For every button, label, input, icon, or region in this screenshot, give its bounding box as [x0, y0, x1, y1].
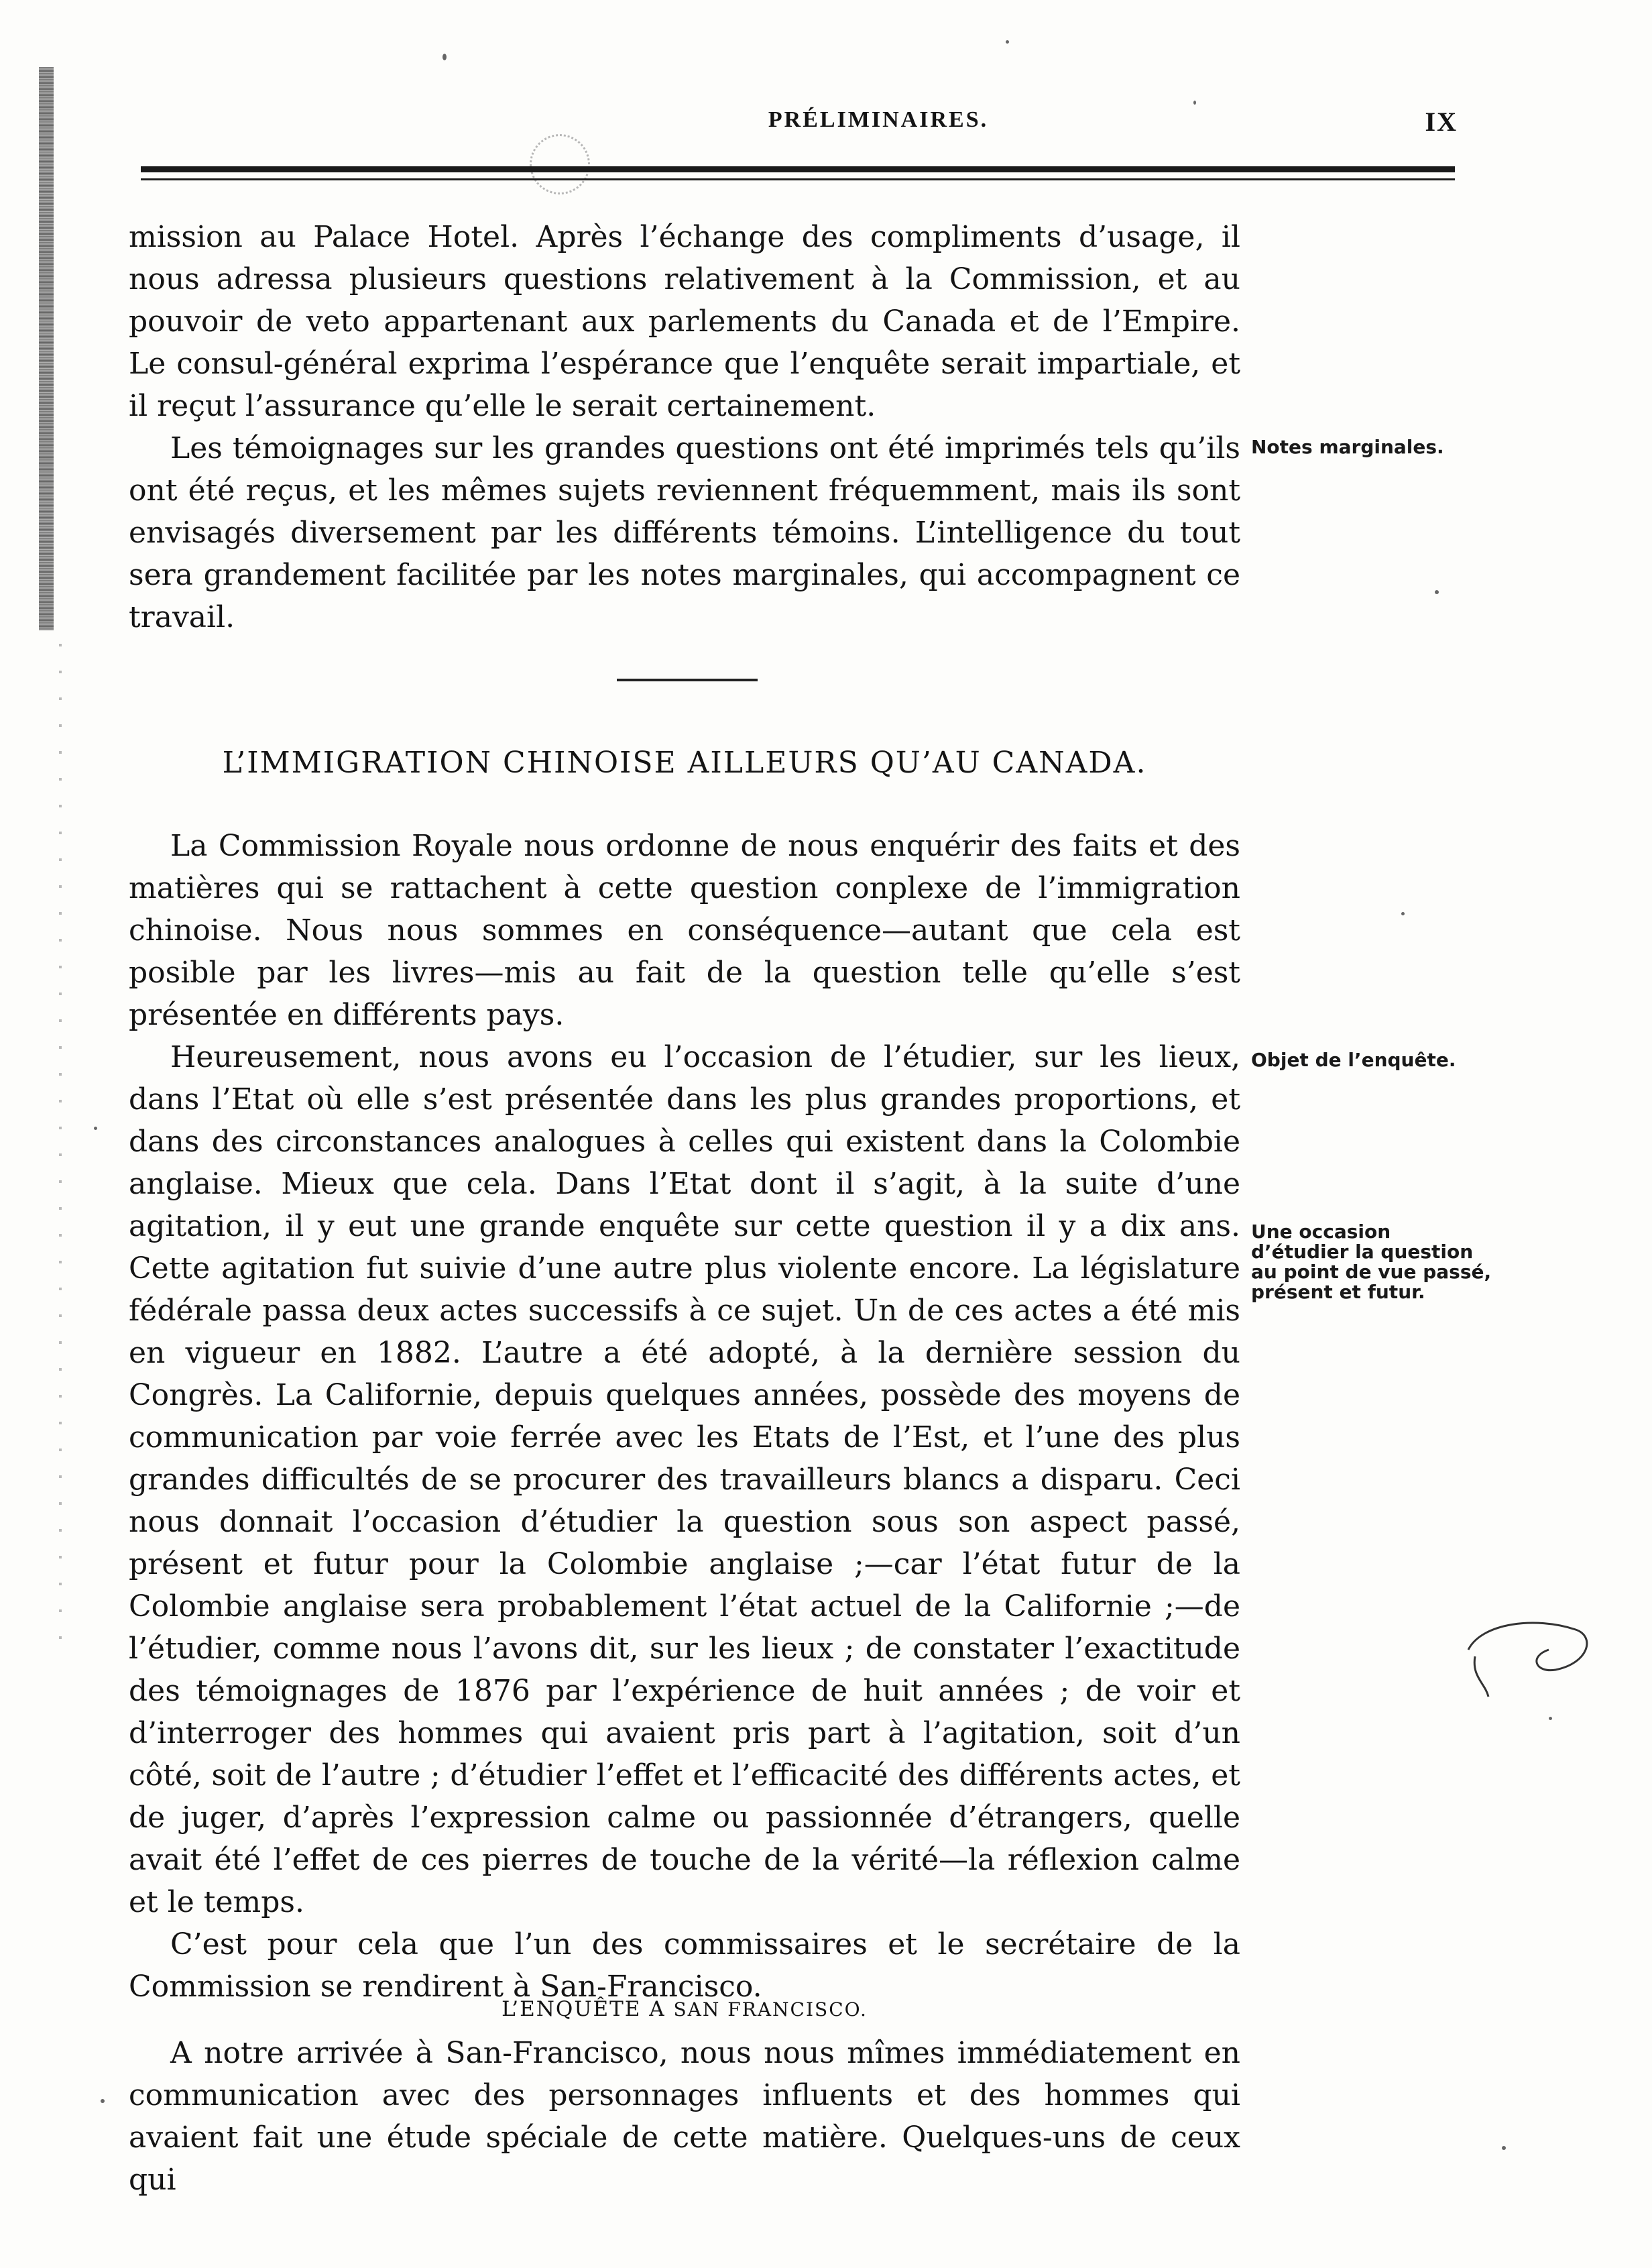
section-text: [129, 825, 1240, 2008]
binding-edge-dashes: [59, 644, 62, 1650]
header-rule: [141, 166, 1455, 172]
opening-text: [129, 216, 1240, 638]
scan-speck: [1006, 40, 1009, 44]
scan-speck: [1549, 1717, 1552, 1720]
scan-speck: [442, 54, 447, 60]
scan-speck: [1193, 101, 1196, 105]
subsection-heading-part: SAN FRANCISCO.: [673, 1998, 868, 2021]
paragraph: A notre arrivée à San-Francisco, nous nous mîmes immédiatement en communication avec des personnages influents et des hommes qui avaient fait une étude spéciale de cette matière. Quelques-uns de ceux qui: [129, 2036, 1240, 2197]
library-stamp-icon: [530, 134, 590, 194]
scan-speck: [94, 1127, 97, 1130]
paragraph: Les témoignages sur les grandes questions ont été imprimés tels qu’ils ont été reçus, et les mêmes sujets reviennent fréquemment, mais ils sont envisagés diversement par les différents témoins. L’intelligence du tout sera grandement facilitée par les notes marginales, qui accompagnent ce travail.: [129, 431, 1240, 634]
running-header: [0, 107, 1652, 141]
header-rule-thin: [141, 178, 1455, 180]
paragraph: mission au Palace Hotel. Après l’échange des compliments d’usage, il nous adressa plusieurs questions relativement à la Commission, et au pouvoir de veto appartenant aux parlements du Canada et de l’Empire. Le consul-général exprima l’espérance que l’enquête serait impartiale, et il reçut l’assurance qu’elle le serait certainement.: [129, 220, 1240, 423]
paragraph: La Commission Royale nous ordonne de nous enquérir des faits et des matières qui se rattachent à cette question conplexe de l’immigration chinoise. Nous nous sommes en conséquence—autant que cela est posible par les livres—mis au fait de la question telle qu’elle s’est présentée en différents pays.: [129, 829, 1240, 1032]
scan-speck: [1401, 912, 1405, 915]
subsection-text: [129, 2032, 1240, 2201]
paragraph: Heureusement, nous avons eu l’occasion de l’étudier, sur les lieux, dans l’Etat où elle s’est présentée dans les plus grandes proportions, et dans des circonstances analogues à celles qui existent dans la Colombie anglaise. Mieux que cela. Dans l’Etat dont il s’agit, à la suite d’une agitation, il y eut une grande enquête sur cette question il y a dix ans. Cette agitation fut suivie d’une autre plus violente encore. La législature fédérale passa deux actes successifs à ce sujet. Un de ces actes a été mis en vigueur en 1882. L’autre a été adopté, à la dernière session du Congrès. La Californie, depuis quelques années, possède des moyens de communication par voie ferrée avec les Etats de l’Est, et l’une des plus grandes difficultés de se procurer des travailleurs blancs a disparu. Ceci nous donnait l’occasion d’étudier la question sous son aspect passé, présent et futur pour la Colombie anglaise ;—car l’état futur de la Colombie anglaise sera probablement l’état actuel de la Californie ;—de l’étudier, comme nous l’avons dit, sur les lieux ; de constater l’exactitude des témoignages de 1876 par l’expérience de huit années ; de voir et d’interroger des hommes qui avaient pris part à l’agitation, soit d’un côté, soit de l’autre ; d’étudier l’effet et l’efficacité des différents actes, et de juger, d’après l’expression calme ou passionnée d’étrangers, quelle avait été l’effet de ces pierres de touche de la vérité—la réflexion calme et le temps.: [129, 1040, 1240, 1919]
pen-mark-icon: [1455, 1609, 1602, 1703]
section-divider: [617, 679, 758, 681]
paragraph: C’est pour cela que l’un des commissaires et le secrétaire de la Commission se rendirent à San-Francisco.: [129, 1927, 1240, 2004]
subsection-heading: [129, 1997, 1240, 2021]
scan-speck: [101, 2099, 105, 2103]
scan-speck: [1502, 2146, 1506, 2150]
subsection-heading-part: L’ENQUÊTE A: [501, 1997, 674, 2021]
margin-note: Notes marginales.: [1251, 436, 1444, 458]
running-title: PRÉLIMINAIRES.: [768, 107, 989, 132]
scan-speck: [1435, 590, 1439, 594]
margin-note: Une occasion d’étudier la question au point de vue passé, présent et futur.: [1251, 1221, 1492, 1303]
section-heading: L’IMMIGRATION CHINOISE AILLEURS QU’AU CANADA.: [222, 746, 1147, 780]
binding-edge: [39, 67, 54, 630]
page-number: IX: [1425, 107, 1458, 137]
margin-note: Objet de l’enquête.: [1251, 1049, 1456, 1071]
